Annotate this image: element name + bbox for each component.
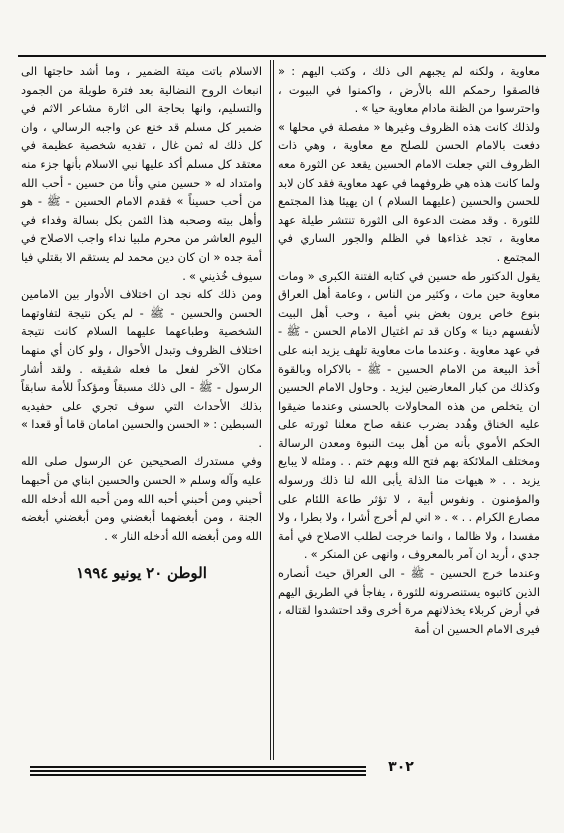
- right-column: [278, 62, 540, 638]
- column-divider: [270, 60, 271, 760]
- right-paragraph-4: وعندما خرج الحسين - ﷺ - الى العراق حيث أنصاره الذين كاتبوه يستنصرونه للثورة ، يفاجأ في الطريق اليهم في أرض كربلاء يخذلانهم مرة أخرى وقد احتشدوا لقتاله ، فيرى الامام الحسين ان أمة: [278, 566, 540, 636]
- left-paragraph-2: ومن ذلك كله نجد ان اختلاف الأدوار بين الامامين الحسن والحسين - ﷺ - لم يكن نتيجة لتفاوتهما الشخصية وطباعهما عليهما السلام كانت نتيجة اختلاف الظروف وتبدل الأحوال ، ولو كان أي منهما مكان الآخر لفعل ما فعله شقيقه . ولقد أشار الرسول - ﷺ - الى ذلك مسبقاً ومؤكداً للأمة سابقاً بذلك الأحداث التي سوف تجري على حفيديه السبطين : « الحسن والحسين امامان قاما أو قعدا » .: [21, 287, 262, 450]
- right-paragraph-1: معاوية ، ولكنه لم يجبهم الى ذلك ، وكتب اليهم : « فالصقوا رحمكم الله بالأرض ، واكمنوا في البيوت ، واحترسوا من الظنة مادام معاوية حيا » .: [278, 64, 540, 116]
- right-paragraph-3: يقول الدكتور طه حسين في كتابه الفتنة الكبرى « ومات معاوية حين مات ، وكثير من الناس ، وعامة أهل العراق بنوع خاص يرون بغض بني أمية ، وحب أهل البيت لأنفسهم دينا » وكان قد تم اغتيال الامام الحسن - ﷺ - في عهد معاوية . وعندما مات معاوية تلهف يزيد ابنه على أخذ البيعة من الامام الحسين - ﷺ - بالاكراه وبالقوة وكذلك من كبار المعارضين ليزيد . وحاول الامام الحسين ان يتخلص من هذه المحاولات بالحسنى وعندما ضيقوا عليه الخناق وهُدد بضرب عنقه صاح معلنا ثورته على الحكم الأموي بأنه من أهل بيت النبوة ومعدن الرسالة ومختلف الملائكة بهم فتح الله وبهم ختم . . ومثله لا يبايع يزيد . . « هيهات منا الذلة يأبى الله لنا ذلك ورسوله والمؤمنون . ونفوس أبية ، لا تؤثر طاعة اللئام على مصارع الكرام . . » . « اني لم أخرج أشرا ، ولا بطرا ، ولا مفسدا ، ولا ظالما ، وانما خرجت لطلب الاصلاح في أمة جدي ، أريد ان آمر بالمعروف ، وانهى عن المنكر » .: [278, 268, 540, 562]
- bottom-rules: [30, 766, 366, 778]
- top-rule: [18, 55, 546, 57]
- source-byline: الوطن ٢٠ يونيو ١٩٩٤: [76, 564, 207, 583]
- page-number: ٣٠٢: [388, 759, 414, 775]
- left-paragraph-1: الاسلام باتت ميتة الضمير ، وما أشد حاجتها الى انبعاث الروح النضالية بعد فترة طويلة من الجمود والتسليم، وانها بحاجة الى اثارة مشاعر الاثم في ضمير كل مسلم قد خنع عن واجبه الرسالي ، وان كل ذلك له ثمن غال ، تفديه شخصية عظيمة في معتقد كل مسلم أكد عليها نبي الاسلام بأنها جزء منه وامتداد له « حسين مني وأنا من حسين - أحب الله من أحب حسيناً » فقدم الامام الحسين - ﷺ - هو وأهل بيته وصحبه هذا الثمن بكل بسالة وفداء في اليوم العاشر من محرم ملبيا نداء واجب الاصلاح في أمة جده « ان كان دين محمد لم يستقم الا بقتلي فيا سيوف خُذيني » .: [21, 64, 262, 283]
- left-paragraph-3: وفي مستدرك الصحيحين عن الرسول صلى الله عليه وآله وسلم « الحسن والحسين ابناي من أحبهما أحبني ومن أحبني أحبه الله ومن أحبه الله أدخله الله الجنة ، ومن أبغضهما أبغضني ومن أبغضني أبغضه الله ومن أبغضه الله أدخله النار » .: [21, 454, 262, 543]
- left-column: [21, 62, 262, 583]
- right-paragraph-2: ولذلك كانت هذه الظروف وغيرها « مفصلة في محلها » دفعت بالامام الحسن للصلح مع معاوية ، وهي ذات الظروف التي جعلت الامام الحسين يقعد عن الثورة معه ولما كانت هذه هي ظروفهما في عهد معاوية فقد كان لابد للحسن والحسين (عليهما السلام ) ان يهيئا هذا المجتمع للثورة . وقد مضت الدعوة الى الثورة تنتشر طيلة عهد معاوية ، تجد غذاءها في الظلم والجور الساري في المجتمع .: [278, 119, 540, 264]
